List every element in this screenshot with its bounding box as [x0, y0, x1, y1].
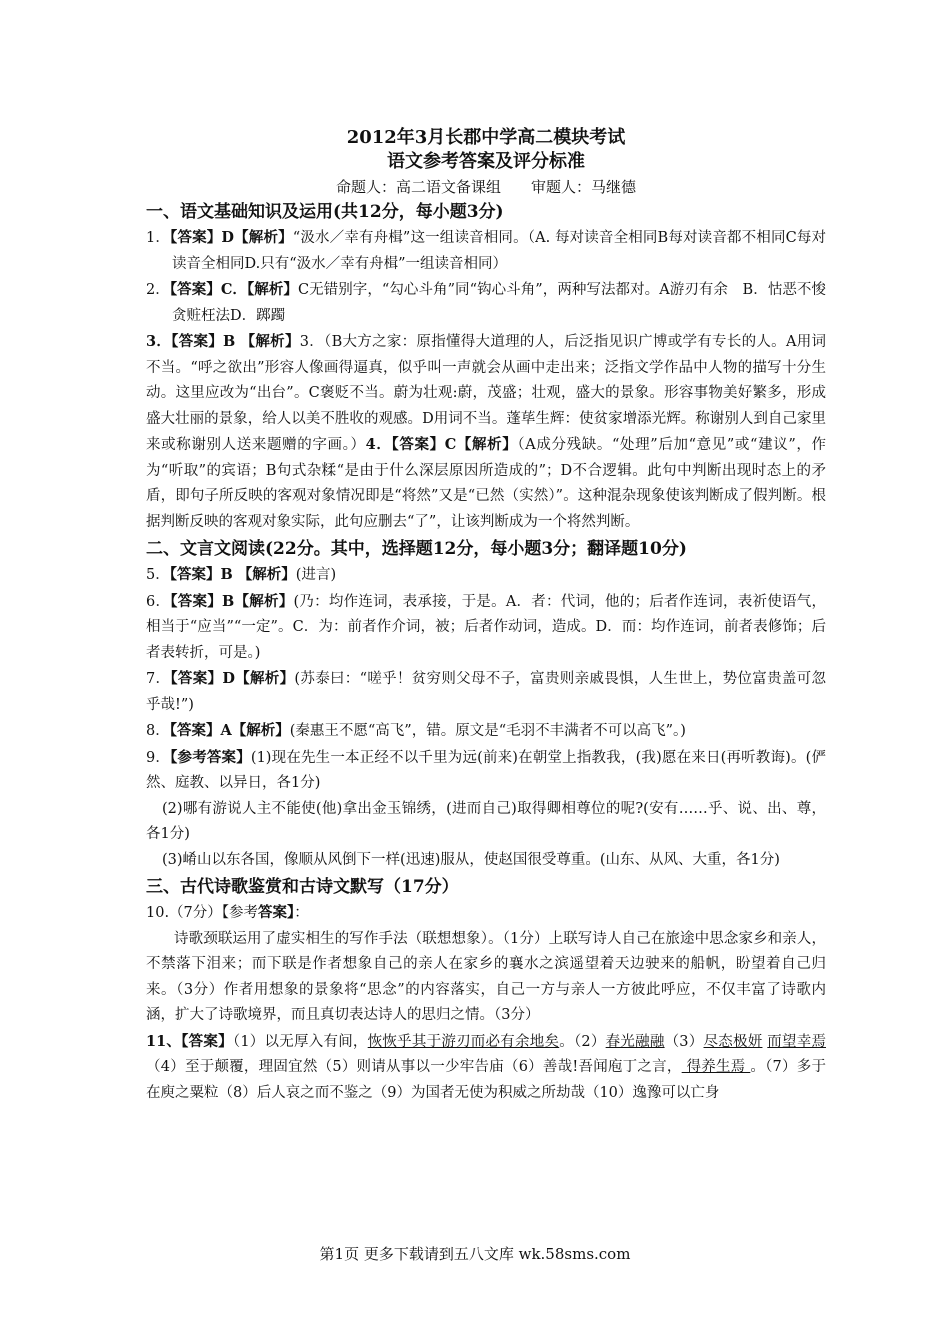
answer-text: (秦惠王不愿“高飞”，错。原文是“毛羽不丰满者不可以高飞”。): [289, 723, 686, 739]
answer-text: “汲水／幸有舟楫”这一组读音相同。（A. 每对读音全相同B每对读音都不相同C每对读音全相同D.只有“汲水／幸有舟楫”一组读音相同）: [172, 230, 826, 272]
answer-text: C无错别字，“勾心斗角”同“钩心斗角”，两种写法都对。A游刃有余 B．怙恶不悛 贪赃枉法D．踯躅: [172, 282, 841, 324]
answer-9-part-1: [146, 745, 826, 797]
underlined-answer: 恢恢乎其于游刃而必有余地矣: [367, 1033, 560, 1050]
answer-11: [146, 1029, 826, 1107]
answer-label: 【答案】: [181, 1032, 233, 1050]
answer-text: (苏泰曰：“嗟乎！贫穷则父母不子，富贵则亲戚畏惧，人生世上，势位富贵盖可忽乎哉!”): [146, 671, 826, 713]
question-number: 2．: [146, 282, 170, 298]
answer-text: （1）以无厚入有间，: [232, 1033, 368, 1050]
document-body: [146, 126, 841, 1106]
question-number: 11、: [146, 1032, 182, 1050]
answer-label: 【答案】B 【解析】: [171, 333, 300, 350]
section-2-heading: 二、文言文阅读(22分。其中，选择题12分，每小题3分；翻译题10分): [146, 539, 687, 559]
answer-10-heading: [146, 900, 826, 927]
answer-6: [146, 589, 826, 667]
answer-text: （3）: [664, 1033, 704, 1050]
answer-7: [146, 666, 826, 718]
page-footer: 第1页 更多下载请到五八文库 wk.58sms.com: [319, 1245, 631, 1263]
answer-label: 【答案】A【解析】: [169, 722, 290, 739]
answer-text: （4）至于颠覆，理固宜然（5）则请从事以一少牢告庙（6）善哉!吾闻庖丁之言，: [146, 1059, 682, 1075]
question-number: 1．: [146, 230, 171, 246]
section-3-heading: 三、古代诗歌鉴赏和古诗文默写（17分）: [146, 877, 459, 897]
question-number: 7．: [146, 671, 171, 687]
question-number: 4．: [365, 436, 392, 453]
answer-5: [146, 562, 826, 589]
underlined-answer: 而望幸焉: [767, 1033, 826, 1050]
answer-9-part-2: (2)哪有游说人主不能使(他)拿出金玉锦绣，(进而自己)取得卿相尊位的呢?(安有……乎、说、出、尊，各1分): [146, 800, 826, 842]
answer-label: 【答案】C．【解析】: [169, 281, 298, 298]
answer-text: (1)现在先生一本正经不以千里为远(前来)在朝堂上指教我，(我)愿在来日(再听教诲)。(俨然、庭教、以异日，各1分): [146, 749, 827, 791]
answer-label: 【答案】C【解析】: [391, 436, 518, 453]
answer-label: 10.（7分）【参考: [146, 905, 259, 921]
answer-text: 。（2）: [559, 1033, 606, 1050]
answer-label: 【参考答案】: [170, 748, 251, 766]
document-title: 2012年3月长郡中学高二模块考试: [346, 127, 626, 148]
question-number: 8．: [146, 723, 170, 739]
question-number: 6．: [146, 593, 171, 610]
answer-label: 【答案】D【解析】: [170, 670, 295, 687]
answer-text: 3．（B大方之家：原指懂得大道理的人，后泛指见识广博或学有专长的人。A用词不当。“呼之欲出”形容人像画得逼真，似乎叫一声就会从画中走出来；泛指文学作品中人物的描写十分生动。这里应改为“出台”。C褒贬不当。蔚为壮观:蔚，茂盛；壮观，盛大的景象。形容事物美好繁多，形成盛大壮丽的景象，给人以美不胜收的观感。D用词不当。蓬荜生辉：使贫家增添光辉。称谢别人到自己家里来或称谢别人送来题赠的字画。）: [146, 334, 826, 453]
answer-1: [146, 225, 826, 277]
answer-9-part-3: (3)崤山以东各国，像顺从风倒下一样(迅速)服从，使赵国很受尊重。(山东、从风、大重，各1分): [162, 851, 780, 868]
underlined-answer: 得养生焉: [681, 1059, 751, 1075]
question-number: 9．: [146, 749, 171, 766]
answer-label: 【答案】D【解析】: [170, 229, 293, 246]
answer-text: （A成分残缺。“处理”后加“意见”或“建议”，作为“听取”的宾语；B句式杂糅“是由于什么深层原因所造成的”；D不合逻辑。此句中判断出现时态上的矛盾，即句子所反映的客观对象情况即是“将然”又是“已然（实然）”。这种混杂现象使该判断成了假判断。根据判断反映的客观对象实际，此句应删去“了”，让该判断成为一个将然判断。: [146, 437, 826, 530]
question-number: 5．: [146, 567, 170, 583]
section-1-heading: 一、语文基础知识及运用(共12分，每小题3分): [146, 202, 504, 222]
underlined-answer: 春光融融: [605, 1033, 665, 1050]
answer-3-4: [146, 329, 826, 535]
document-subtitle: 语文参考答案及评分标准: [387, 151, 585, 172]
answer-8: [146, 718, 826, 745]
answer-text: (进言): [295, 567, 337, 583]
answer-text: (乃：均作连词，表承接，于是。A．者：代词，他的；后者作连词，表祈使语气，相当于“应当”“一定”。C．为：前者作介词，被；后者作动词，造成。D．而：均作连词，前者表修饰；后者表转折，可是。): [146, 593, 826, 661]
question-number: 3．: [146, 333, 172, 350]
answer-text: 。（7）多于在庾之粟粒（8）后人哀之而不鉴之（9）为国者无使为积威之所劫哉（10）逸豫可以亡身: [146, 1059, 827, 1101]
answer-label-bold: 答案】: [258, 904, 295, 921]
authors-line: 命题人：高二语文备课组 审题人：马继德: [335, 178, 636, 196]
answer-label-colon: ：: [294, 905, 309, 921]
answer-10-text: 诗歌颈联运用了虚实相生的写作手法（联想想象）。（1分）上联写诗人自己在旅途中思念家乡和亲人，不禁落下泪来；而下联是作者想象自己的亲人在家乡的襄水之滨遥望着天边驶来的船帆，盼望着自己归来。（3分）作者用想象的景象将“思念”的内容落实，自己一方与亲人一方彼此呼应，不仅丰富了诗歌内涵，扩大了诗歌境界，而且真切表达诗人的思归之情。（3分）: [146, 930, 826, 1023]
underlined-answer: 尽态极妍: [703, 1033, 763, 1050]
answer-label: 【答案】B【解析】: [170, 592, 294, 610]
answer-label: 【答案】B 【解析】: [169, 566, 296, 583]
answer-2: [146, 277, 841, 329]
